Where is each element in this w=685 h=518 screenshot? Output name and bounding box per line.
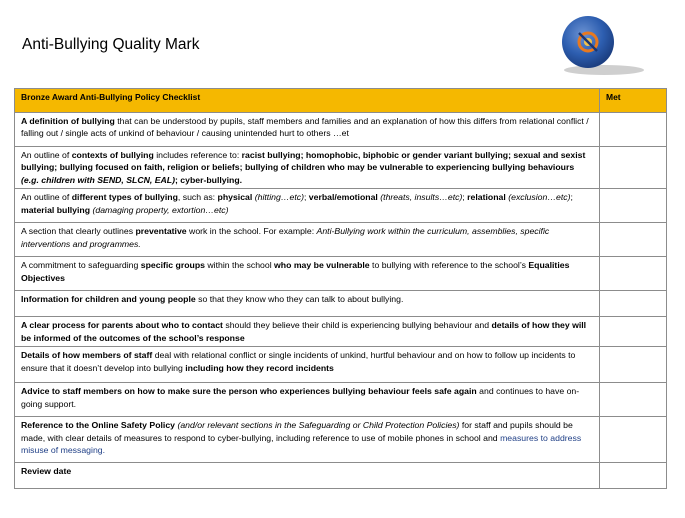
criterion-emphasis: including how they record incidents bbox=[185, 362, 334, 373]
criterion-text: that can be understood by pupils, staff members and families and an explanation of how this differs from relational conflict / falling out / single acts of unkind of behaviour / causing unintended hurt to others …et bbox=[21, 116, 589, 139]
criterion-text: ; bbox=[303, 192, 309, 203]
met-header: Met bbox=[600, 89, 667, 113]
criterion-text: , such as: bbox=[177, 192, 218, 203]
table-row bbox=[15, 463, 667, 489]
criterion-text: An outline of bbox=[21, 150, 72, 160]
criterion-cell bbox=[15, 147, 600, 189]
criterion-cell bbox=[15, 417, 600, 463]
criterion-cell bbox=[15, 113, 600, 147]
table-row bbox=[15, 317, 667, 347]
criterion-emphasis: who may be vulnerable bbox=[274, 260, 370, 271]
review-date-label: Review date bbox=[21, 466, 72, 477]
criterion-cell bbox=[15, 347, 600, 383]
criterion-text: work in the school. For example: bbox=[186, 226, 317, 237]
table-row bbox=[15, 257, 667, 291]
criterion-emphasis: Information for children and young people bbox=[21, 294, 196, 305]
criterion-example: (hitting…etc) bbox=[254, 192, 304, 203]
table-row bbox=[15, 113, 667, 147]
table-row bbox=[15, 417, 667, 463]
table-header-row bbox=[15, 89, 667, 113]
criterion-text: within the school bbox=[204, 260, 275, 271]
criterion-emphasis: different types of bullying bbox=[71, 192, 178, 203]
criterion-text: to bullying with reference to the school’s bbox=[369, 260, 529, 271]
table-row bbox=[15, 189, 667, 223]
table-row bbox=[15, 147, 667, 189]
criterion-emphasis: material bullying bbox=[21, 204, 91, 215]
met-cell[interactable] bbox=[600, 317, 667, 347]
table-row bbox=[15, 291, 667, 317]
criterion-example: (e.g. children with SEND, SLCN, EAL) bbox=[21, 174, 175, 185]
criterion-link-text: measures to address misuse of messaging. bbox=[21, 432, 582, 456]
criterion-emphasis: Details of how members of staff bbox=[21, 350, 153, 361]
criterion-text: A commitment to safeguarding bbox=[21, 260, 141, 271]
criterion-cell bbox=[15, 291, 600, 317]
criterion-emphasis: physical bbox=[217, 192, 253, 203]
met-cell[interactable] bbox=[600, 223, 667, 257]
criterion-text: ; bbox=[570, 192, 573, 203]
met-cell[interactable] bbox=[600, 189, 667, 223]
table-row bbox=[15, 223, 667, 257]
criterion-text: deal with relational conflict or single incidents of unkind, hurtful behaviour and on how to follow up incidents to ensure that it doesn’t develop into bullying bbox=[21, 350, 576, 373]
criterion-cell bbox=[15, 317, 600, 347]
page-title: Anti-Bullying Quality Mark bbox=[22, 36, 200, 53]
criterion-example: (and/or relevant sections in the Safeguarding or Child Protection Policies) bbox=[177, 420, 460, 431]
criterion-text: for staff and pupils should be made, with clear details of measures to respond to cyber-bullying, including reference to use of mobile phones in school and bbox=[21, 420, 573, 443]
met-cell[interactable] bbox=[600, 147, 667, 189]
criterion-emphasis: relational bbox=[467, 192, 506, 203]
criterion-text: should they believe their child is experiencing bullying behaviour and bbox=[222, 320, 492, 331]
quality-mark-logo-icon bbox=[560, 12, 650, 78]
criterion-text: An outline of bbox=[21, 192, 72, 203]
criterion-example: Anti-Bullying work within the curriculum, assemblies, specific interventions and programmes. bbox=[21, 226, 550, 249]
criterion-text: so that they know who they can talk to about bullying. bbox=[195, 294, 404, 305]
criterion-text: includes reference to: bbox=[153, 150, 242, 160]
criterion-emphasis: Equalities Objectives bbox=[21, 260, 570, 283]
criterion-text: A section that clearly outlines bbox=[21, 226, 136, 237]
criterion-emphasis: ; cyber-bullying. bbox=[174, 174, 243, 185]
criterion-cell bbox=[15, 189, 600, 223]
criterion-example: (exclusion…etc) bbox=[508, 192, 571, 203]
criterion-cell bbox=[15, 463, 600, 489]
criterion-emphasis: A clear process for parents about who to contact bbox=[21, 320, 223, 331]
criterion-emphasis: A definition of bullying bbox=[21, 116, 115, 126]
table-row bbox=[15, 347, 667, 383]
table-row bbox=[15, 383, 667, 417]
met-cell[interactable] bbox=[600, 113, 667, 147]
criterion-text: and continues to have on-going support. bbox=[21, 386, 580, 409]
met-cell[interactable] bbox=[600, 257, 667, 291]
criterion-example: (threats, insults…etc) bbox=[380, 192, 463, 203]
criterion-text: ; bbox=[462, 192, 468, 203]
met-cell[interactable] bbox=[600, 347, 667, 383]
met-cell[interactable] bbox=[600, 383, 667, 417]
criterion-cell bbox=[15, 257, 600, 291]
checklist-header: Bronze Award Anti-Bullying Policy Checklist bbox=[15, 89, 600, 113]
criterion-cell bbox=[15, 383, 600, 417]
criterion-example: (damaging property, extortion…etc) bbox=[92, 204, 229, 215]
criterion-cell bbox=[15, 223, 600, 257]
criterion-emphasis: details of how they will be informed of the outcomes of the school’s response bbox=[21, 320, 587, 343]
criterion-emphasis: preventative bbox=[135, 226, 187, 237]
criterion-emphasis: contexts of bullying bbox=[71, 150, 154, 160]
criterion-emphasis: verbal/emotional bbox=[308, 192, 378, 203]
policy-checklist-table bbox=[14, 88, 667, 489]
met-cell[interactable] bbox=[600, 417, 667, 463]
criterion-emphasis: Reference to the Online Safety Policy bbox=[21, 420, 176, 431]
met-cell[interactable] bbox=[600, 463, 667, 489]
criterion-emphasis: Advice to staff members on how to make sure the person who experiences bullying behaviour feels safe again bbox=[21, 386, 477, 397]
met-cell[interactable] bbox=[600, 291, 667, 317]
criterion-emphasis: specific groups bbox=[140, 260, 205, 271]
criterion-emphasis: racist bullying; homophobic, biphobic or gender variant bullying; sexual and sexist bullying; bullying focused on faith, religion or beliefs; bullying of children who may be vulnerable to experiencing bullying behaviours bbox=[21, 150, 586, 173]
